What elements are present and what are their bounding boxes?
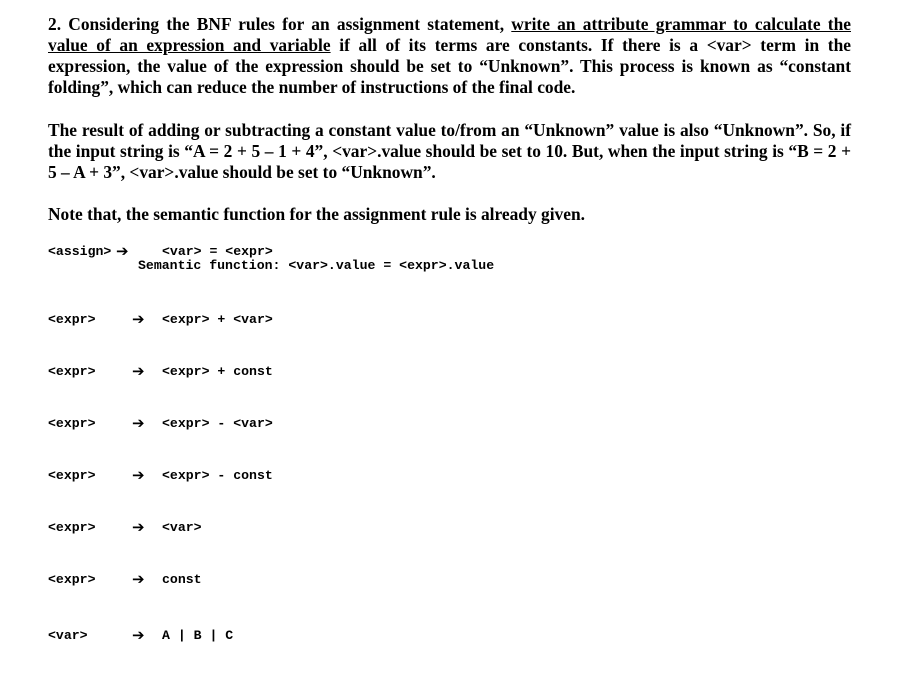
question-paragraph [48,14,851,98]
rule-lhs: <var> [48,628,88,643]
unknown-rule-paragraph: The result of adding or subtracting a constant value to/from an “Unknown” value is also “Unknown”. So, if the input string is “A = 2 + 5 – 1 + 4”, <var>.value should be set to 10. But, when the input string is “B = 2 + 5 – A + 3”, <var>.value should be set to “Unknown”. [48,120,851,182]
grammar-rule-4 [48,468,448,486]
rule-lhs: <expr> [48,520,96,535]
rule-arrow-icon: ➔ [132,570,145,588]
note-paragraph: Note that, the semantic function for the assignment rule is already given. [48,204,585,224]
rule-lhs: <expr> [48,312,96,327]
question-underlined-task: write an attribute grammar to calculate the value of an expression and variable [48,14,851,55]
rule-rhs: <expr> - const [162,468,273,483]
grammar-rule-2 [48,364,448,382]
rule-lhs: <expr> [48,468,96,483]
assign-rule-rhs: <var> = <expr> [162,244,273,259]
grammar-rule-1 [48,312,448,330]
grammar-rule-6 [48,572,448,590]
question-intro: Considering the BNF rules for an assignment statement, [61,14,512,34]
rule-lhs: <expr> [48,364,96,379]
question-rest: if all of its terms are constants. If there is a <var> term in the expression, the value of the expression should be set to “Unknown”. This process is known as “constant folding”, which can reduce the number of instructions of the final code. [48,35,851,97]
rule-rhs: A | B | C [162,628,234,643]
rule-rhs: <expr> + const [162,364,273,379]
grammar-rule-5 [48,520,448,538]
rule-rhs: <var> [162,520,202,535]
rule-lhs: <expr> [48,416,96,431]
rule-arrow-icon: ➔ [132,414,145,432]
rule-rhs: <expr> - <var> [162,416,273,431]
rule-arrow-icon: ➔ [132,362,145,380]
rule-arrow-icon: ➔ [132,310,145,328]
rule-arrow-icon: ➔ [132,466,145,484]
rule-arrow-icon: ➔ [132,626,145,644]
rule-rhs: const [162,572,202,587]
assign-semantic-function: Semantic function: <var>.value = <expr>.value [138,258,495,273]
grammar-rule-3 [48,416,448,434]
rule-rhs: <expr> + <var> [162,312,273,327]
rule-arrow-icon: ➔ [132,518,145,536]
assign-rule-lhs: <assign> [48,244,112,259]
rule-lhs: <expr> [48,572,96,587]
grammar-rule-7 [48,628,448,646]
question-number: 2. [48,14,62,34]
rule-arrow-icon: ➔ [116,242,129,260]
